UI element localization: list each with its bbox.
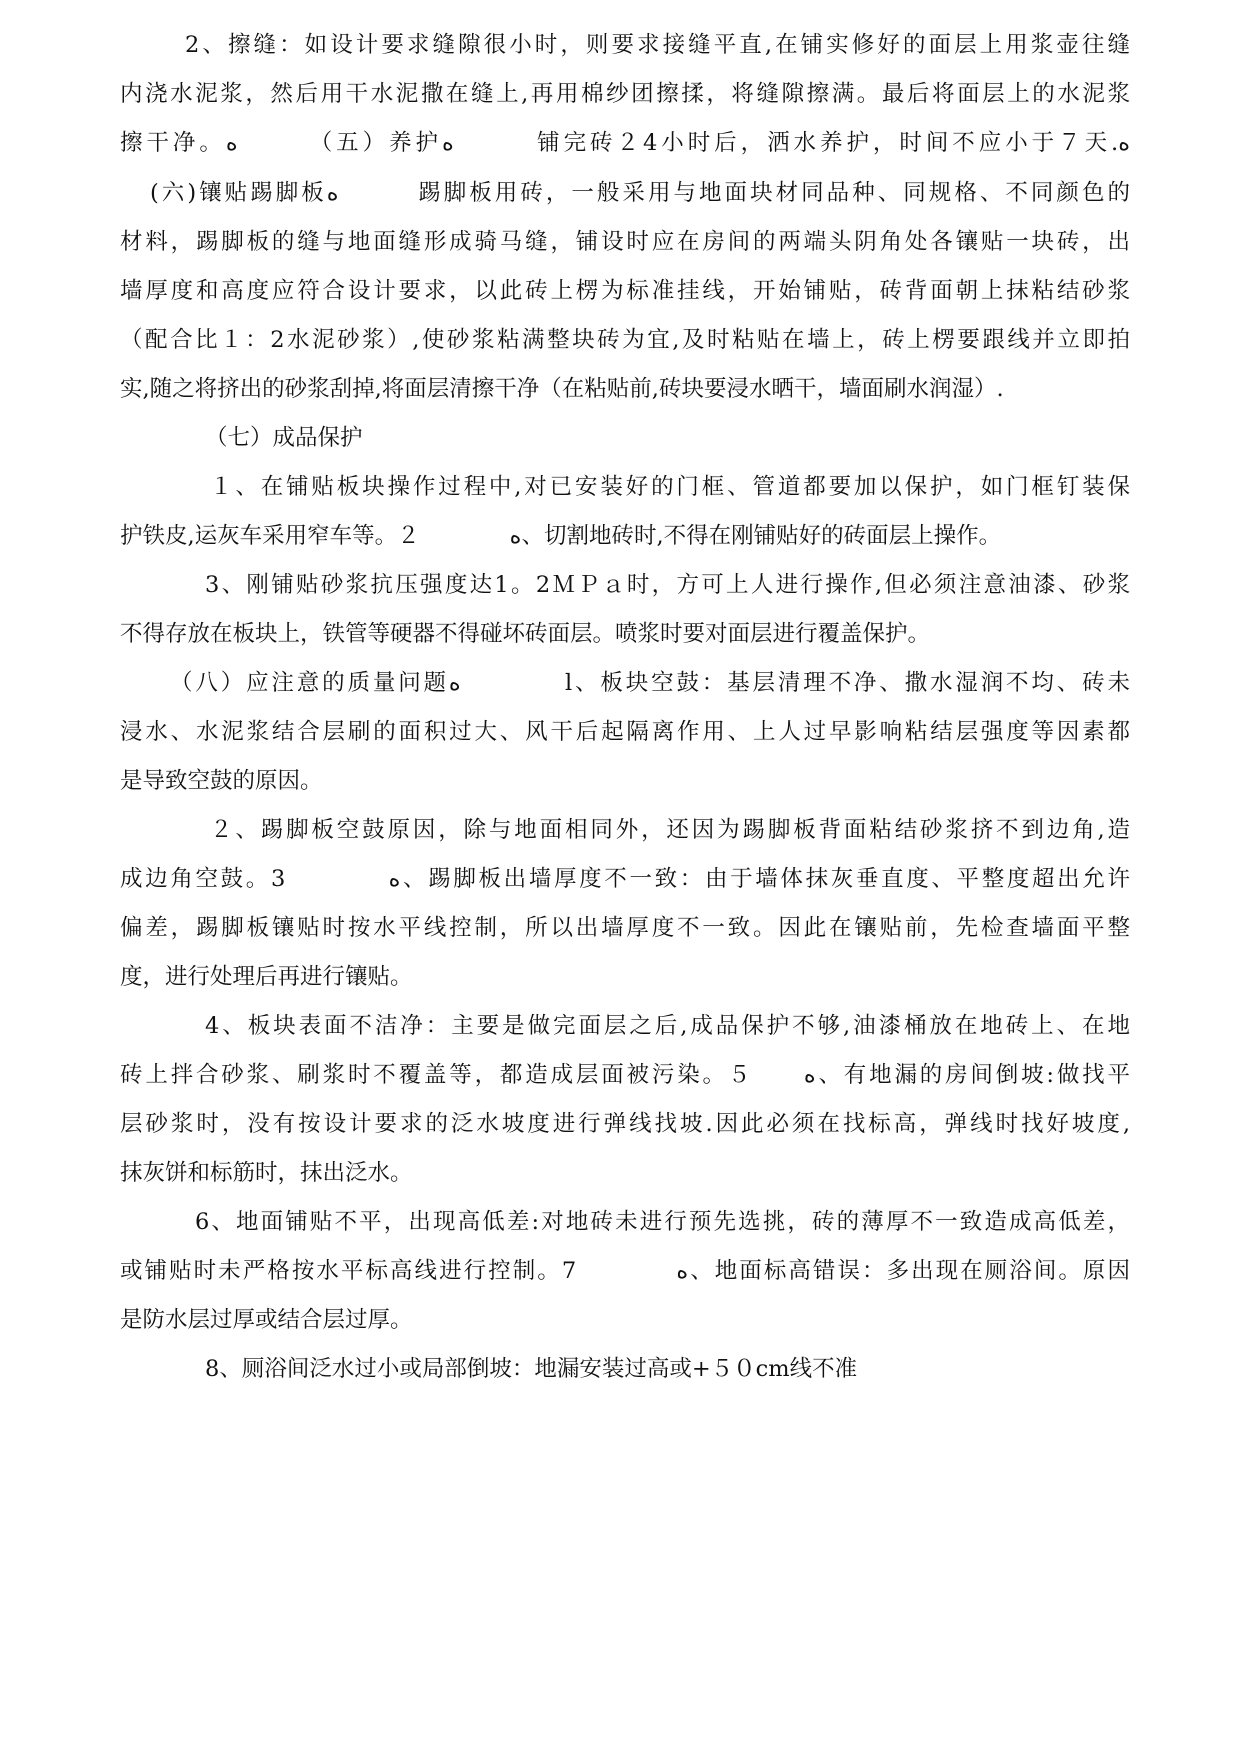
- text-line-6: 墙厚度和高度应符合设计要求，以此砖上楞为标准挂线，开始铺贴，砖背面朝上抹粘结砂浆: [120, 278, 1130, 304]
- text-line-21: 4、板块表面不洁净：主要是做完面层之后,成品保护不够,油漆桶放在地砖上、在地: [205, 1013, 1130, 1039]
- text-line-19: 偏差，踢脚板镶贴时按水平线控制，所以出墙厚度不一致。因此在镶贴前，先检查墙面平整: [120, 915, 1130, 941]
- text-line-10: １、在铺贴板块操作过程中,对已安装好的门框、管道都要加以保护，如门框钉装保: [210, 474, 1130, 500]
- text-line-4: (六)镶贴踢脚板ﻩ 踢脚板用砖，一般采用与地面块材同品种、同规格、不同颜色的: [150, 180, 1130, 206]
- text-line-16: 是导致空鼓的原因。: [120, 768, 323, 794]
- text-line-26: 或铺贴时未严格按水平标高线进行控制。7 ﻩ、地面标高错误：多出现在厕浴间。原因: [120, 1258, 1130, 1284]
- text-line-20: 度，进行处理后再进行镶贴。: [120, 964, 413, 990]
- text-line-13: 不得存放在板块上，铁管等硬器不得碰坏砖面层。喷浆时要对面层进行覆盖保护。: [120, 621, 931, 647]
- text-line-22: 砖上拌合砂浆、刷浆时不覆盖等，都造成层面被污染。５ ﻩ、有地漏的房间倒坡:做找平: [120, 1062, 1130, 1088]
- text-line-27: 是防水层过厚或结合层过厚。: [120, 1307, 413, 1333]
- text-line-28: 8、厕浴间泛水过小或局部倒坡：地漏安装过高或+５０cm线不准: [205, 1356, 858, 1382]
- text-line-17: ２、踢脚板空鼓原因，除与地面相同外，还因为踢脚板背面粘结砂浆挤不到边角,造: [210, 817, 1130, 843]
- text-line-24: 抹灰饼和标筋时，抹出泛水。: [120, 1160, 413, 1186]
- text-line-1: 2、擦缝：如设计要求缝隙很小时，则要求接缝平直,在铺实修好的面层上用浆壶往缝: [185, 32, 1130, 58]
- text-line-9: （七）成品保护: [205, 425, 363, 451]
- text-line-12: 3、刚铺贴砂浆抗压强度达1。2ＭＰａ时，方可上人进行操作,但必须注意油漆、砂浆: [205, 572, 1130, 598]
- text-line-23: 层砂浆时，没有按设计要求的泛水坡度进行弹线找坡.因此必须在找标高，弹线时找好坡度,: [120, 1111, 1130, 1137]
- text-line-11: 护铁皮,运灰车采用窄车等。２ ﻩ、切割地砖时,不得在刚铺贴好的砖面层上操作。: [120, 523, 1002, 549]
- text-line-18: 成边角空鼓。3 ﻩ、踢脚板出墙厚度不一致：由于墙体抹灰垂直度、平整度超出允许: [120, 866, 1130, 892]
- text-line-14: （八）应注意的质量问题ﻩ l、板块空鼓：基层清理不净、撒水湿润不均、砖未: [170, 670, 1130, 696]
- text-line-3: 擦干净。ﻩ （五）养护ﻩ 铺完砖２4小时后，洒水养护，时间不应小于７天.ﻩ: [120, 130, 1130, 156]
- text-line-2: 内浇水泥浆，然后用干水泥撒在缝上,再用棉纱团擦揉，将缝隙擦满。最后将面层上的水泥浆: [120, 81, 1130, 107]
- text-line-25: 6、地面铺贴不平，出现高低差:对地砖未进行预先选挑，砖的薄厚不一致造成高低差，: [195, 1209, 1130, 1235]
- text-line-8: 实,随之将挤出的砂浆刮掉,将面层清擦干净（在粘贴前,砖块要浸水晒干，墙面刷水润湿）.: [120, 376, 1004, 402]
- text-line-5: 材料，踢脚板的缝与地面缝形成骑马缝，铺设时应在房间的两端头阴角处各镶贴一块砖，出: [120, 229, 1130, 255]
- text-line-15: 浸水、水泥浆结合层刷的面积过大、风干后起隔离作用、上人过早影响粘结层强度等因素都: [120, 719, 1130, 745]
- text-line-7: （配合比１：2水泥砂浆）,使砂浆粘满整块砖为宜,及时粘贴在墙上，砖上楞要跟线并立即拍: [120, 327, 1130, 353]
